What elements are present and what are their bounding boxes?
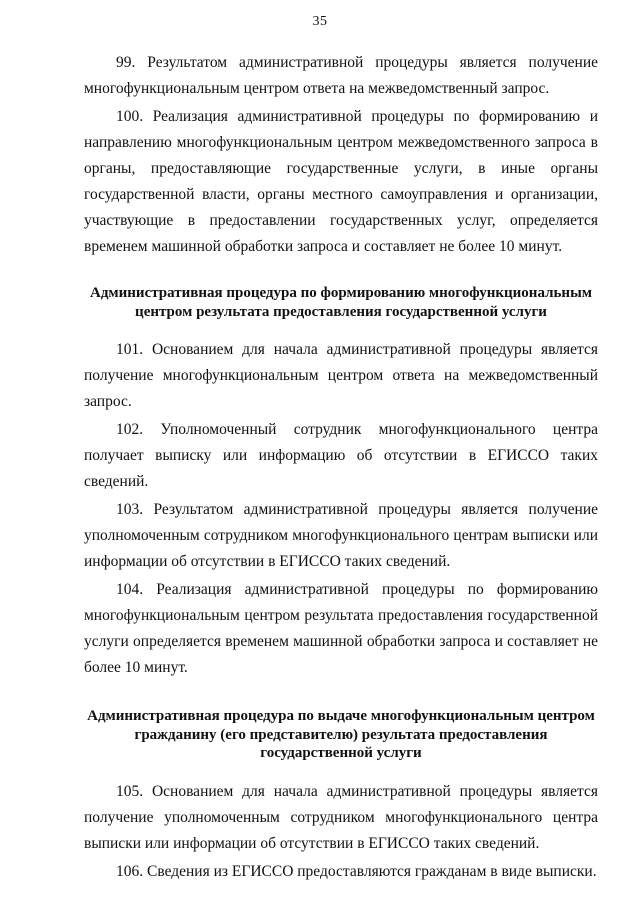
paragraph-103: 103. Результатом административной процедуры является получение уполномоченным сотрудником многофункционального центрам выписки или информации об отсутствии в ЕГИССО таких сведений.: [84, 501, 598, 570]
paragraph-99: 99. Результатом административной процедуры является получение многофункциональным центром ответа на межведомственный запрос.: [84, 54, 598, 97]
paragraph-105: 105. Основанием для начала административной процедуры является получение уполномоченным сотрудником многофункционального центра выписки или информации об отсутствии в ЕГИССО таких сведений.: [84, 782, 598, 852]
paragraph-100: 100. Реализация административной процедуры по формированию и направлению многофункциональным центром межведомственного запроса в органы, предоставляющие государственные услуги, в иные органы государственной власти, органы местного самоуправления и организации, участвующие в предоставлении государственных услуг, определяется временем машинной обработки запроса и составляет не более 10 минут.: [84, 108, 598, 255]
paragraph-102: 102. Уполномоченный сотрудник многофункционального центра получает выписку или информацию об отсутствии в ЕГИССО таких сведений.: [84, 421, 598, 490]
paragraph-104: 104. Реализация административной процедуры по формированию многофункциональным центром результата предоставления государственной услуги определяется временем машинной обработки запроса и составляет не более 10 минут.: [84, 581, 598, 676]
paragraph-106: 106. Сведения из ЕГИССО предоставляются гражданам в виде выписки.: [116, 862, 597, 880]
document-body: [84, 50, 598, 887]
paragraph-101: 101. Основанием для начала административной процедуры является получение многофункциональным центром ответа на межведомственный запрос.: [84, 341, 598, 410]
section-heading-issuance: Административная процедура по выдаче многофункциональным центром гражданину (его представителю) результата предоставления государственной услуги: [87, 708, 595, 761]
page-number: 35: [312, 14, 328, 29]
section-heading-formation: Административная процедура по формированию многофункциональным центром результата предоставления государственной услуги: [90, 285, 592, 320]
